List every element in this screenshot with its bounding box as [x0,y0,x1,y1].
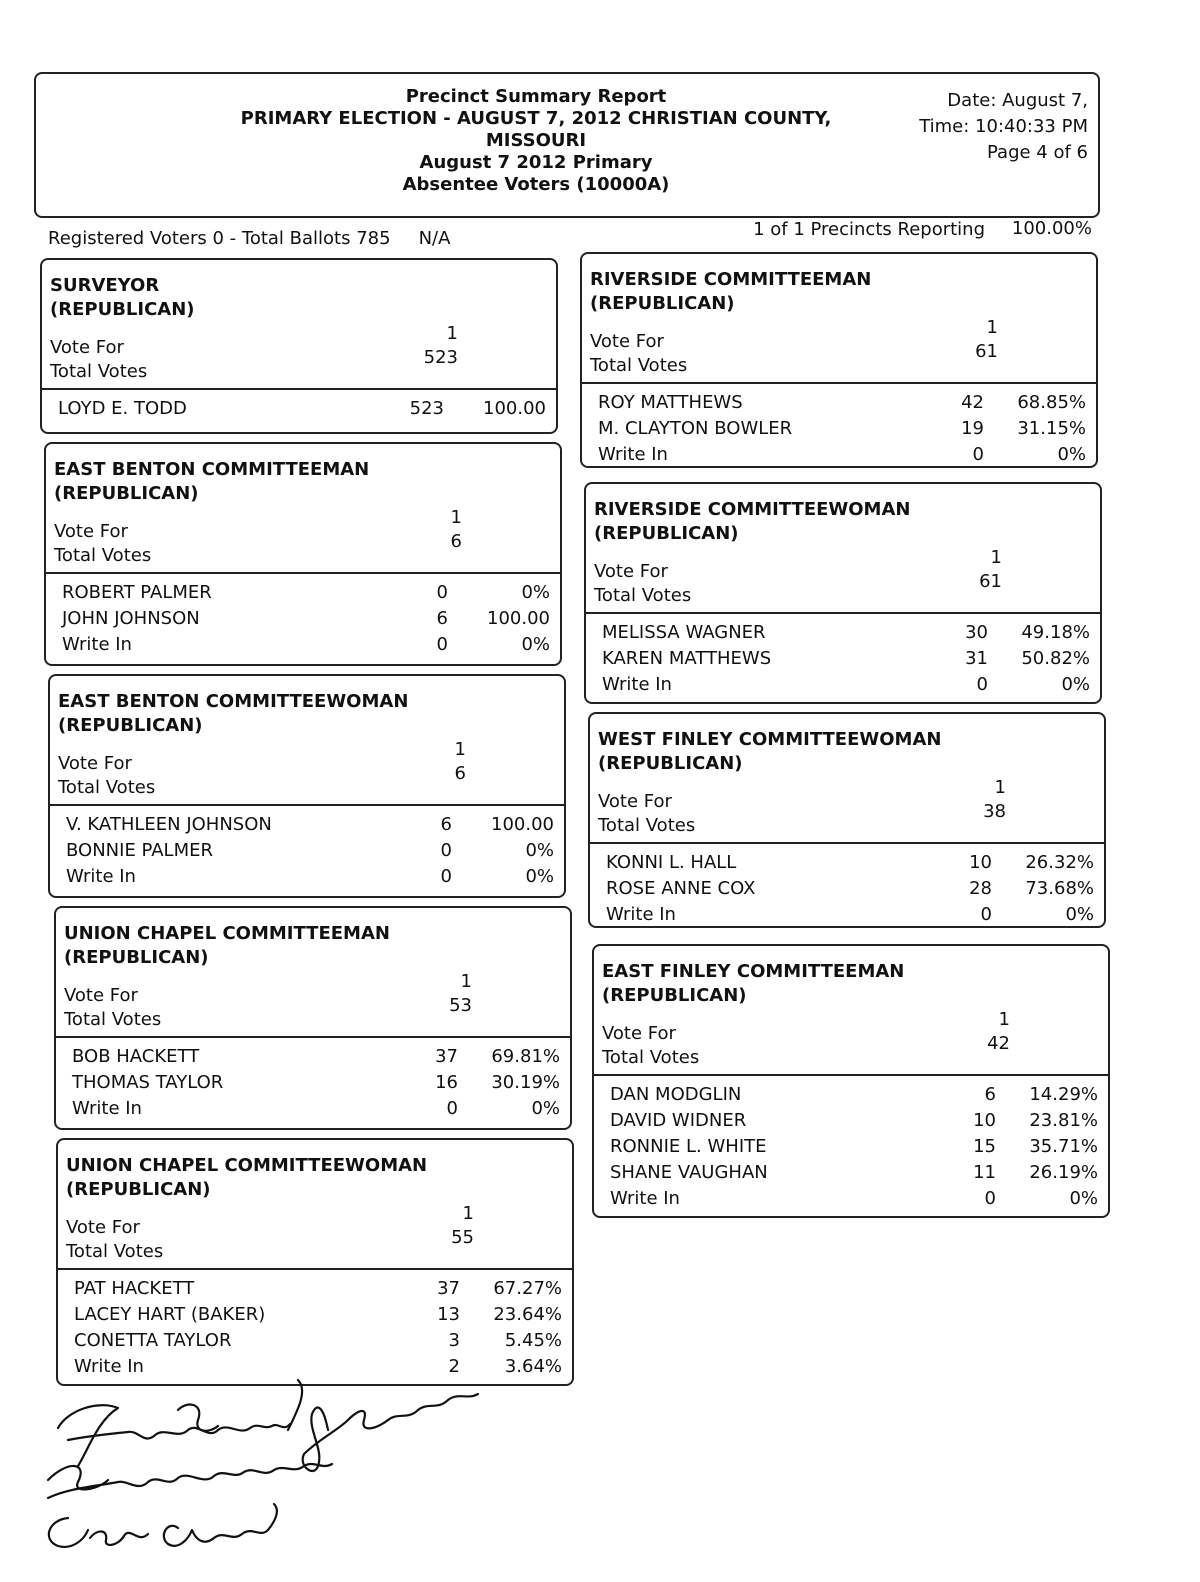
candidate-row [56,1044,570,1070]
candidate-votes: 10 [969,852,992,873]
candidate-name: BOB HACKETT [72,1046,200,1067]
race-party: (REPUBLICAN) [58,715,203,736]
candidate-percent: 26.32% [1025,852,1094,873]
candidate-percent: 30.19% [491,1072,560,1093]
candidate-list [586,620,1100,698]
race-divider [58,1268,572,1270]
race-office: EAST BENTON COMMITTEEMAN [54,459,370,480]
candidate-name: Write In [598,444,668,465]
candidate-list [56,1044,570,1122]
candidate-votes: 0 [976,674,988,695]
candidate-name: Write In [606,904,676,925]
candidate-percent: 100.00 [491,814,554,835]
candidate-row [46,580,560,606]
candidate-votes: 30 [965,622,988,643]
candidate-votes: 6 [984,1084,996,1105]
handwritten-signatures-icon [28,1370,528,1570]
vote-for-label: Vote For [602,1023,676,1044]
candidate-percent: 23.81% [1029,1110,1098,1131]
candidate-name: DAN MODGLIN [610,1084,742,1105]
candidate-list [42,396,556,422]
candidate-votes: 31 [965,648,988,669]
vote-for-label: Vote For [594,561,668,582]
candidate-votes: 6 [440,814,452,835]
vote-for-label: Vote For [598,791,672,812]
race-meta-values [410,738,466,786]
race-title [58,690,408,738]
total-votes-value: 523 [423,347,458,368]
vote-for-value: 1 [998,1009,1010,1030]
candidate-percent: 69.81% [491,1046,560,1067]
candidate-row [594,1108,1108,1134]
candidate-name: V. KATHLEEN JOHNSON [66,814,272,835]
race-divider [586,612,1100,614]
report-header [34,72,1100,218]
race-title [66,1154,427,1202]
candidate-votes: 28 [969,878,992,899]
page-number: Page 4 of 6 [987,142,1088,163]
race-meta-labels [594,560,691,608]
total-votes-label: Total Votes [66,1241,164,1262]
candidate-row [594,1134,1108,1160]
candidate-row [590,902,1104,928]
candidate-row [590,850,1104,876]
candidate-list [50,812,564,890]
race-meta-labels [58,752,155,800]
candidate-name: JOHN JOHNSON [62,608,200,629]
race-divider [46,572,560,574]
candidate-votes: 15 [973,1136,996,1157]
election-line-1: PRIMARY ELECTION - AUGUST 7, 2012 CHRISTIAN COUNTY, [240,108,832,129]
candidate-votes: 37 [435,1046,458,1067]
total-votes-label: Total Votes [590,355,688,376]
race-box-east-finley-committeeman [592,944,1110,1218]
vote-for-label: Vote For [590,331,664,352]
candidate-row [56,1096,570,1122]
race-divider [582,382,1096,384]
candidate-votes: 16 [435,1072,458,1093]
candidate-percent: 5.45% [504,1330,562,1351]
total-votes-value: 42 [987,1033,1010,1054]
candidate-row [594,1160,1108,1186]
race-title [54,458,369,506]
candidate-row [46,632,560,658]
total-votes-label: Total Votes [54,545,152,566]
candidate-percent: 0% [1065,904,1094,925]
race-meta-values [942,316,998,364]
candidate-row [56,1070,570,1096]
race-box-surveyor [40,258,558,434]
candidate-votes: 2 [448,1356,460,1377]
candidate-name: SHANE VAUGHAN [610,1162,768,1183]
race-meta-labels [590,330,687,378]
candidate-percent: 0% [1057,444,1086,465]
candidate-percent: 0% [1061,674,1090,695]
candidate-row [58,1328,572,1354]
candidate-votes: 0 [984,1188,996,1209]
total-votes-value: 6 [454,763,466,784]
election-line-2: MISSOURI [485,130,587,151]
candidate-name: THOMAS TAYLOR [72,1072,224,1093]
ballot-summary [48,228,450,249]
race-title [598,728,941,776]
candidate-name: ROSE ANNE COX [606,878,756,899]
total-votes-value: 61 [975,341,998,362]
race-party: (REPUBLICAN) [594,523,739,544]
vote-for-label: Vote For [54,521,128,542]
candidate-name: PAT HACKETT [74,1278,195,1299]
report-title: Precinct Summary Report [405,86,667,107]
candidate-percent: 3.64% [504,1356,562,1377]
race-office: UNION CHAPEL COMMITTEEWOMAN [66,1155,428,1176]
report-meta [919,88,1088,166]
total-votes-value: 53 [449,995,472,1016]
race-office: SURVEYOR [50,275,160,296]
race-title [50,274,195,322]
vote-for-value: 1 [446,323,458,344]
candidate-name: BONNIE PALMER [66,840,213,861]
vote-for-label: Vote For [58,753,132,774]
vote-for-label: Vote For [66,1217,140,1238]
candidate-name: LOYD E. TODD [58,398,187,419]
election-name: August 7 2012 Primary [419,152,653,173]
total-votes-value: 6 [450,531,462,552]
candidate-row [50,864,564,890]
candidate-row [50,812,564,838]
race-meta-values [402,322,458,370]
candidate-percent: 0% [531,1098,560,1119]
race-office: EAST FINLEY COMMITTEEMAN [602,961,905,982]
race-divider [56,1036,570,1038]
report-time: Time: 10:40:33 PM [919,116,1088,137]
vote-for-value: 1 [454,739,466,760]
race-meta-labels [602,1022,699,1070]
race-box-west-finley-committeewoman [588,712,1106,928]
candidate-percent: 100.00 [483,398,546,419]
candidate-percent: 31.15% [1017,418,1086,439]
candidate-row [594,1186,1108,1212]
total-votes-label: Total Votes [602,1047,700,1068]
race-office: WEST FINLEY COMMITTEEWOMAN [598,729,942,750]
race-title [590,268,871,316]
candidate-row [58,1276,572,1302]
candidate-percent: 26.19% [1029,1162,1098,1183]
vote-for-label: Vote For [64,985,138,1006]
race-box-union-chapel-committeeman [54,906,572,1130]
candidate-votes: 523 [409,398,444,419]
candidate-row [582,442,1096,468]
candidate-name: Write In [74,1356,144,1377]
candidate-votes: 13 [437,1304,460,1325]
candidate-votes: 10 [973,1110,996,1131]
race-office: RIVERSIDE COMMITTEEMAN [590,269,872,290]
race-party: (REPUBLICAN) [54,483,199,504]
race-box-union-chapel-committeewoman [56,1138,574,1386]
race-divider [50,804,564,806]
candidate-percent: 35.71% [1029,1136,1098,1157]
vote-for-value: 1 [450,507,462,528]
candidate-row [50,838,564,864]
race-title [64,922,390,970]
race-divider [590,842,1104,844]
voter-group: Absentee Voters (10000A) [402,174,670,195]
precincts-reporting-percent: 100.00% [1011,218,1092,239]
candidate-votes: 42 [961,392,984,413]
candidate-percent: 0% [525,840,554,861]
candidate-votes: 0 [436,582,448,603]
race-meta-values [946,546,1002,594]
candidate-name: CONETTA TAYLOR [74,1330,232,1351]
race-box-riverside-committeeman [580,252,1098,468]
candidate-percent: 67.27% [493,1278,562,1299]
candidate-percent: 0% [521,582,550,603]
race-party: (REPUBLICAN) [590,293,735,314]
candidate-percent: 0% [521,634,550,655]
candidate-name: KAREN MATTHEWS [602,648,772,669]
signatures [28,1370,528,1570]
candidate-name: M. CLAYTON BOWLER [598,418,793,439]
race-meta-labels [50,336,147,384]
vote-for-label: Vote For [50,337,124,358]
candidate-list [594,1082,1108,1212]
total-votes-label: Total Votes [50,361,148,382]
race-meta-values [950,776,1006,824]
total-votes-value: 55 [451,1227,474,1248]
candidate-name: Write In [66,866,136,887]
candidate-list [46,580,560,658]
vote-for-value: 1 [460,971,472,992]
turnout-na: N/A [418,228,451,249]
candidate-name: RONNIE L. WHITE [610,1136,767,1157]
race-meta-values [406,506,462,554]
candidate-list [58,1276,572,1380]
race-box-east-benton-committeeman [44,442,562,666]
candidate-row [586,620,1100,646]
race-party: (REPUBLICAN) [50,299,195,320]
race-meta-labels [64,984,161,1032]
candidate-name: KONNI L. HALL [606,852,737,873]
candidate-votes: 0 [446,1098,458,1119]
race-office: EAST BENTON COMMITTEEWOMAN [58,691,409,712]
race-title [594,498,910,546]
report-title-block [226,86,846,196]
race-meta-labels [66,1216,163,1264]
candidate-percent: 14.29% [1029,1084,1098,1105]
race-meta-labels [54,520,151,568]
race-meta-values [416,970,472,1018]
race-office: RIVERSIDE COMMITTEEWOMAN [594,499,911,520]
candidate-row [582,416,1096,442]
race-party: (REPUBLICAN) [66,1179,211,1200]
candidate-list [590,850,1104,928]
candidate-votes: 0 [972,444,984,465]
race-box-riverside-committeewoman [584,482,1102,704]
candidate-name: Write In [72,1098,142,1119]
total-votes-label: Total Votes [594,585,692,606]
candidate-row [590,876,1104,902]
registered-voters-total-ballots: Registered Voters 0 - Total Ballots 785 [48,228,391,249]
candidate-name: Write In [62,634,132,655]
candidate-percent: 50.82% [1021,648,1090,669]
candidate-row [46,606,560,632]
vote-for-value: 1 [990,547,1002,568]
candidate-list [582,390,1096,468]
candidate-votes: 37 [437,1278,460,1299]
vote-for-value: 1 [994,777,1006,798]
race-office: UNION CHAPEL COMMITTEEMAN [64,923,390,944]
candidate-name: LACEY HART (BAKER) [74,1304,266,1325]
candidate-row [582,390,1096,416]
race-party: (REPUBLICAN) [602,985,747,1006]
race-meta-values [954,1008,1010,1056]
total-votes-value: 38 [983,801,1006,822]
candidate-percent: 100.00 [487,608,550,629]
candidate-votes: 3 [448,1330,460,1351]
candidate-votes: 0 [436,634,448,655]
candidate-percent: 0% [1069,1188,1098,1209]
candidate-row [586,672,1100,698]
race-box-east-benton-committeewoman [48,674,566,898]
candidate-row [586,646,1100,672]
precincts-reporting: 1 of 1 Precincts Reporting [753,219,985,240]
candidate-name: MELISSA WAGNER [602,622,766,643]
race-meta-values [418,1202,474,1250]
race-title [602,960,904,1008]
candidate-row [594,1082,1108,1108]
vote-for-value: 1 [462,1203,474,1224]
race-party: (REPUBLICAN) [598,753,743,774]
candidate-votes: 19 [961,418,984,439]
race-divider [594,1074,1108,1076]
candidate-votes: 0 [440,866,452,887]
report-date: Date: August 7, [947,90,1088,111]
candidate-votes: 0 [440,840,452,861]
total-votes-label: Total Votes [598,815,696,836]
candidate-name: ROBERT PALMER [62,582,212,603]
candidate-percent: 0% [525,866,554,887]
total-votes-label: Total Votes [58,777,156,798]
candidate-percent: 73.68% [1025,878,1094,899]
candidate-name: Write In [602,674,672,695]
race-meta-labels [598,790,695,838]
candidate-row [42,396,556,422]
candidate-votes: 11 [973,1162,996,1183]
vote-for-value: 1 [986,317,998,338]
candidate-name: DAVID WIDNER [610,1110,747,1131]
race-party: (REPUBLICAN) [64,947,209,968]
candidate-name: ROY MATTHEWS [598,392,743,413]
candidate-votes: 0 [980,904,992,925]
total-votes-value: 61 [979,571,1002,592]
race-divider [42,388,556,390]
candidate-votes: 6 [436,608,448,629]
candidate-percent: 68.85% [1017,392,1086,413]
candidate-percent: 49.18% [1021,622,1090,643]
total-votes-label: Total Votes [64,1009,162,1030]
candidate-row [58,1302,572,1328]
candidate-percent: 23.64% [493,1304,562,1325]
candidate-name: Write In [610,1188,680,1209]
